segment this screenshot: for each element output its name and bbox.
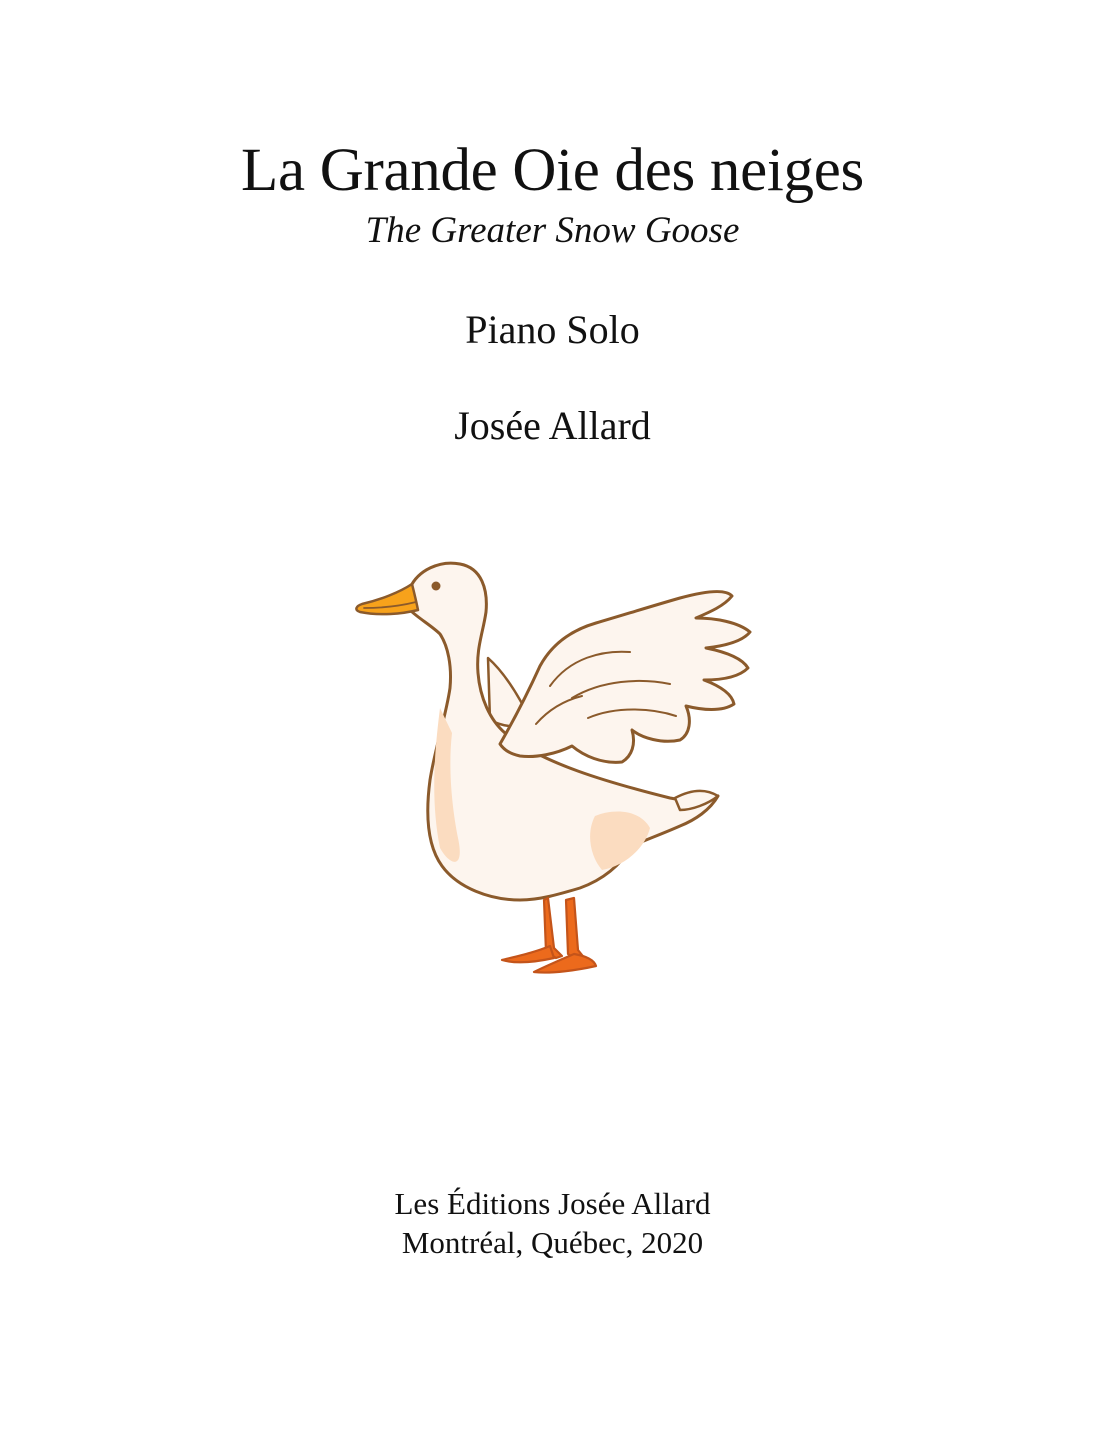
goose-side-shade	[590, 812, 650, 870]
goose-eye	[432, 582, 441, 591]
goose-illustration-icon	[340, 548, 770, 988]
instrument-label: Piano Solo	[465, 307, 640, 352]
page-title: La Grande Oie des neiges	[241, 137, 864, 204]
goose-feet	[502, 946, 596, 973]
goose-wing	[500, 592, 750, 763]
publication-place-year: Montréal, Québec, 2020	[401, 1225, 704, 1260]
composer-name: Josée Allard	[454, 403, 651, 448]
publisher-name: Les Éditions Josée Allard	[394, 1186, 711, 1221]
page-subtitle: The Greater Snow Goose	[365, 210, 740, 251]
goose-beak	[356, 584, 418, 614]
